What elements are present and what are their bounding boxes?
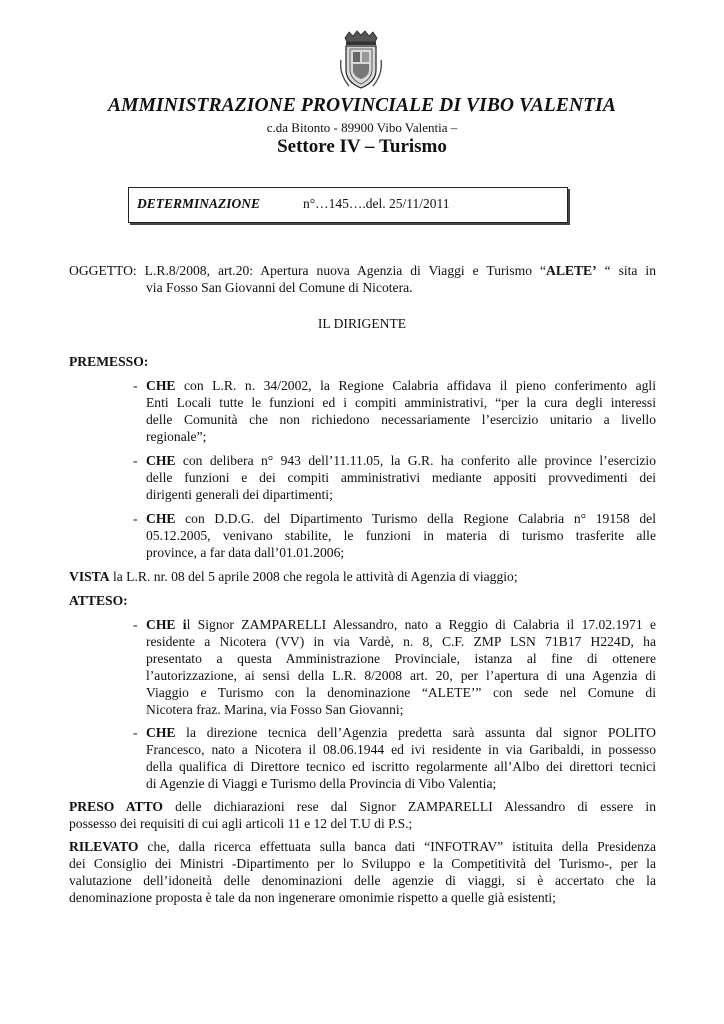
preso-atto-paragraph <box>69 798 656 832</box>
che-keyword: CHE i <box>146 617 187 632</box>
item-row <box>146 452 656 469</box>
paragraph-row <box>69 838 656 855</box>
item-row <box>146 510 656 527</box>
item-row: delle Comunità che non richiedono necessariamente l’esercizio unitario a livello <box>146 412 656 427</box>
determinazione-label: DETERMINAZIONE <box>137 196 261 211</box>
che-keyword: CHE <box>146 453 176 468</box>
administration-title: AMMINISTRAZIONE PROVINCIALE DI VIBO VALENTIA <box>108 95 616 116</box>
rilevato-keyword: RILEVATO <box>69 839 139 854</box>
item-row: residente a Nicotera (VV) in via Vardè, n. 8, C.F. ZMP LSN 71B17 H224D, ha <box>146 634 656 649</box>
list-bullet: - <box>133 725 138 740</box>
rilevato-paragraph <box>69 838 656 906</box>
item-row <box>146 724 656 741</box>
item-row: province, a far data dall’01.01.2006; <box>146 545 345 560</box>
paragraph-row: valutazione dell’idoneità delle denominazioni delle agenzie di viaggi, si è accertato che la <box>69 873 656 888</box>
paragraph-text: che, dalla ricerca effettuata sulla banca dati “INFOTRAV” istituita della Presidenza <box>138 839 656 854</box>
item-text: la direzione tecnica dell’Agenzia predetta sarà assunta dal signor POLITO <box>175 725 656 740</box>
item-text: con L.R. n. 34/2002, la Regione Calabria affidava il pieno conferimento agli <box>175 378 656 393</box>
paragraph-row: possesso dei requisiti di cui agli articoli 11 e 12 del T.U di P.S.; <box>69 816 413 831</box>
provincial-crest-icon <box>339 30 383 92</box>
dirigente-heading: IL DIRIGENTE <box>317 316 407 331</box>
item-row: di Agenzie di Viaggi e Turismo della Provincia di Vibo Valentia; <box>146 776 497 791</box>
paragraph-row: dei Consiglio dei Ministri -Dipartimento per lo Sviluppo e la Competitività del Turismo-, per la <box>69 856 656 871</box>
list-bullet: - <box>133 378 138 393</box>
oggetto-text-end: “ sita in <box>596 263 656 278</box>
administration-address: c.da Bitonto - 89900 Vibo Valentia – <box>266 120 458 135</box>
sector-title: Settore IV – Turismo <box>277 136 447 157</box>
item-row: delle funzioni e dei compiti amministrativi mediante appositi provvedimenti dei <box>146 470 656 485</box>
item-row: Nicotera fraz. Marina, via Fosso San Giovanni; <box>146 702 404 717</box>
item-row: 05.12.2005, venivano stabilite, le funzioni in materia di turismo trasferite alle <box>146 528 656 543</box>
atteso-item-1 <box>146 616 656 718</box>
premesso-item-3 <box>146 510 656 561</box>
oggetto-line-1 <box>69 262 656 279</box>
atteso-heading: ATTESO: <box>69 593 128 608</box>
oggetto-agency-name: ALETE’ <box>546 263 597 278</box>
list-bullet: - <box>133 617 138 632</box>
che-keyword: CHE <box>146 511 176 526</box>
item-row: Enti Locali tutte le funzioni ed i compiti amministrativi, “per la cura degli interessi <box>146 395 656 410</box>
atteso-item-2 <box>146 724 656 792</box>
paragraph-row <box>69 798 656 815</box>
item-row: dirigenti generali dei dipartimenti; <box>146 487 333 502</box>
premesso-item-1 <box>146 377 656 445</box>
item-text: l Signor ZAMPARELLI Alessandro, nato a Reggio di Calabria il 17.02.1971 e <box>186 617 656 632</box>
item-row: presentato a questa Amministrazione Provinciale, istanza al fine di ottenere <box>146 651 656 666</box>
vista-text: la L.R. nr. 08 del 5 aprile 2008 che regola le attività di Agenzia di viaggio; <box>109 569 518 584</box>
item-row: regionale”; <box>146 429 207 444</box>
premesso-item-2 <box>146 452 656 503</box>
determinazione-number: n°…145….del. 25/11/2011 <box>303 196 450 211</box>
preso-atto-keyword: PRESO ATTO <box>69 799 163 814</box>
item-row: della qualifica di Direttore tecnico ed iscritto regolarmente all’Albo dei direttori tecnici <box>146 759 656 774</box>
item-text: con delibera n° 943 dell’11.11.05, la G.R. ha conferito alle province l’esercizio <box>175 453 656 468</box>
oggetto-line-2: via Fosso San Giovanni del Comune di Nicotera. <box>146 280 413 295</box>
vista-paragraph <box>69 568 518 585</box>
che-keyword: CHE <box>146 725 176 740</box>
che-keyword: CHE <box>146 378 176 393</box>
vista-keyword: VISTA <box>69 569 110 584</box>
paragraph-row: denominazione proposta è tale da non ingenerare omonimie rispetto a quelle già esistenti; <box>69 890 556 905</box>
item-row: Francesco, nato a Nicotera il 08.06.1944 ed ivi residente in via Garibaldi, in possesso <box>146 742 656 757</box>
premesso-heading: PREMESSO: <box>69 354 149 369</box>
item-text: con D.D.G. del Dipartimento Turismo della Regione Calabria n° 19158 del <box>175 511 656 526</box>
item-row: l’autorizzazione, ai sensi della L.R. 8/2008 art. 20, per l’apertura di una Agenzia di <box>146 668 656 683</box>
paragraph-text: delle dichiarazioni rese dal Signor ZAMPARELLI Alessandro di essere in <box>162 799 656 814</box>
item-row: Viaggio e Turismo con la denominazione “ALETE’” con sede nel Comune di <box>146 685 656 700</box>
oggetto-text: OGGETTO: L.R.8/2008, art.20: Apertura nuova Agenzia di Viaggi e Turismo “ <box>69 263 546 278</box>
list-bullet: - <box>133 453 138 468</box>
list-bullet: - <box>133 511 138 526</box>
item-row <box>146 377 656 394</box>
determinazione-box <box>128 187 568 223</box>
item-row <box>146 616 656 633</box>
